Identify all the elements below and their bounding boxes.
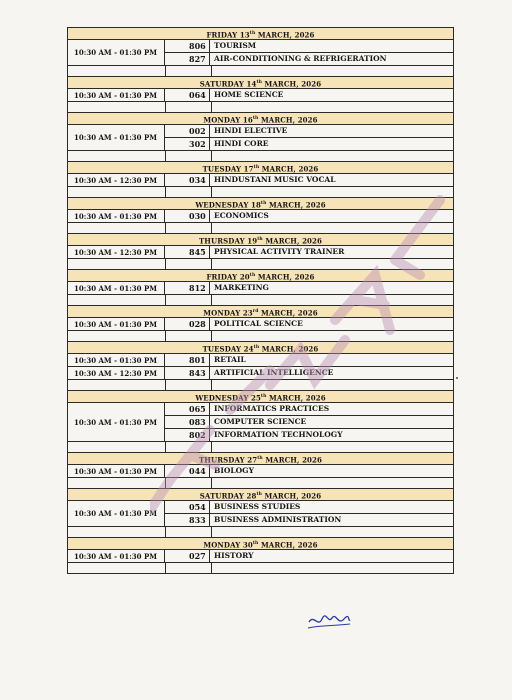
spacer-row — [68, 259, 453, 270]
subject-code: 044 — [165, 465, 210, 477]
subject-code: 083 — [165, 416, 210, 428]
exam-time: 10:30 AM - 01:30 PM — [68, 501, 165, 526]
time-group — [68, 550, 453, 563]
day-header — [68, 198, 453, 210]
subject-code: 827 — [165, 53, 210, 65]
table-row — [165, 550, 453, 562]
day-suffix: th — [252, 116, 259, 121]
day-label: MONDAY 16 — [203, 115, 253, 125]
subject-name: HINDI CORE — [214, 139, 269, 148]
day-label: SATURDAY 28 — [199, 491, 257, 501]
subject-code: 833 — [165, 514, 210, 526]
table-row — [165, 354, 453, 366]
table-row — [165, 89, 453, 101]
table-row — [165, 465, 453, 477]
day-label: MONDAY 23 — [203, 308, 253, 318]
subject-list — [165, 210, 453, 222]
month-year: MARCH, 2026 — [262, 491, 322, 501]
spacer-row — [68, 331, 453, 342]
day-header — [68, 234, 453, 246]
subject-code: 802 — [165, 429, 210, 441]
day-suffix: th — [257, 237, 263, 242]
subject-list — [165, 40, 453, 65]
day-suffix: th — [256, 80, 263, 85]
day-suffix: th — [260, 201, 267, 206]
subject-list — [165, 403, 453, 441]
day-suffix: th — [249, 273, 256, 278]
day-header — [68, 28, 453, 40]
spacer-row — [68, 380, 453, 391]
table-row — [165, 40, 453, 53]
subject-name: HINDI ELECTIVE — [214, 126, 288, 135]
spacer-row — [68, 478, 453, 489]
subject-list — [165, 354, 453, 366]
subject-name: PHYSICAL ACTIVITY TRAINER — [214, 247, 345, 256]
table-row — [165, 514, 453, 526]
subject-name: HISTORY — [214, 551, 254, 560]
subject-code: 801 — [165, 354, 210, 366]
subject-code: 002 — [165, 125, 210, 137]
spacer-row — [68, 102, 453, 113]
day-label: FRIDAY 20 — [206, 272, 250, 282]
datesheet-table — [67, 27, 454, 574]
spacer-row — [68, 295, 453, 306]
subject-list — [165, 367, 453, 379]
month-year: MARCH, 2026 — [262, 236, 322, 246]
day-header — [68, 342, 453, 354]
time-group — [68, 89, 453, 102]
subject-name: INFORMATICS PRACTICES — [214, 404, 330, 413]
time-group — [68, 246, 453, 259]
day-header — [68, 489, 453, 501]
month-year: MARCH, 2026 — [259, 164, 319, 174]
day-label: FRIDAY 13 — [206, 30, 250, 40]
month-year: MARCH, 2026 — [258, 540, 318, 550]
month-year: MARCH, 2026 — [259, 344, 319, 354]
time-group — [68, 40, 453, 66]
table-row — [165, 416, 453, 429]
time-group — [68, 465, 453, 478]
subject-code: 064 — [165, 89, 210, 101]
table-row — [165, 138, 453, 150]
subject-code: 030 — [165, 210, 210, 222]
subject-code: 034 — [165, 174, 210, 186]
subject-list — [165, 501, 453, 526]
day-header — [68, 538, 453, 550]
day-suffix: th — [256, 492, 263, 497]
subject-code: 028 — [165, 318, 210, 330]
subject-name: BUSINESS ADMINISTRATION — [214, 515, 342, 524]
subject-code: 027 — [165, 550, 210, 562]
day-header — [68, 270, 453, 282]
day-header — [68, 113, 453, 125]
subject-name: ECONOMICS — [214, 211, 269, 220]
time-group — [68, 354, 453, 367]
subject-name: ARTIFICIAL INTELLIGENCE — [214, 368, 334, 377]
spacer-row — [68, 151, 453, 162]
day-label: THURSDAY 27 — [199, 455, 258, 465]
exam-time: 10:30 AM - 01:30 PM — [68, 354, 165, 366]
subject-code: 812 — [165, 282, 210, 294]
day-suffix: th — [257, 456, 263, 461]
month-year: MARCH, 2026 — [258, 308, 318, 318]
exam-time: 10:30 AM - 01:30 PM — [68, 282, 165, 294]
subject-list — [165, 246, 453, 258]
day-header — [68, 162, 453, 174]
day-header — [68, 453, 453, 465]
day-header — [68, 306, 453, 318]
subject-name: TOURISM — [214, 41, 257, 50]
subject-name: HOME SCIENCE — [214, 90, 284, 99]
day-label: THURSDAY 19 — [199, 236, 258, 246]
table-row — [165, 318, 453, 330]
month-year: MARCH, 2026 — [255, 30, 315, 40]
subject-name: BUSINESS STUDIES — [214, 502, 301, 511]
spacer-row — [68, 187, 453, 198]
time-group — [68, 501, 453, 527]
subject-name: RETAIL — [214, 355, 246, 364]
table-row — [165, 174, 453, 186]
table-row — [165, 429, 453, 441]
subject-list — [165, 550, 453, 562]
day-suffix: th — [253, 165, 260, 170]
subject-name: INFORMATION TECHNOLOGY — [214, 430, 343, 439]
time-group — [68, 282, 453, 295]
subject-name: MARKETING — [214, 283, 269, 292]
subject-name: BIOLOGY — [214, 466, 254, 475]
exam-time: 10:30 AM - 01:30 PM — [68, 550, 165, 562]
time-group — [68, 318, 453, 331]
day-suffix: th — [252, 541, 259, 546]
day-label: WEDNESDAY 18 — [195, 200, 261, 210]
table-row — [165, 403, 453, 416]
exam-time: 10:30 AM - 01:30 PM — [68, 89, 165, 101]
table-row — [165, 125, 453, 138]
table-row — [165, 501, 453, 514]
time-group — [68, 367, 453, 380]
table-row — [165, 210, 453, 222]
day-label: TUESDAY 24 — [202, 344, 254, 354]
exam-time: 10:30 AM - 01:30 PM — [68, 403, 165, 441]
exam-time: 10:30 AM - 01:30 PM — [68, 318, 165, 330]
day-header — [68, 391, 453, 403]
day-suffix: th — [249, 31, 256, 36]
spacer-row — [68, 442, 453, 453]
month-year: MARCH, 2026 — [262, 79, 322, 89]
day-label: TUESDAY 17 — [202, 164, 254, 174]
day-label: MONDAY 30 — [203, 540, 253, 550]
subject-code: 065 — [165, 403, 210, 415]
subject-name: COMPUTER SCIENCE — [214, 417, 307, 426]
exam-time: 10:30 AM - 01:30 PM — [68, 40, 165, 65]
day-header — [68, 77, 453, 89]
speck — [456, 377, 458, 379]
table-row — [165, 53, 453, 65]
day-suffix: th — [260, 394, 267, 399]
subject-list — [165, 174, 453, 186]
subject-list — [165, 318, 453, 330]
day-suffix: th — [253, 345, 260, 350]
time-group — [68, 174, 453, 187]
subject-code: 054 — [165, 501, 210, 513]
exam-time: 10:30 AM - 01:30 PM — [68, 125, 165, 150]
day-label: SATURDAY 14 — [199, 79, 257, 89]
day-suffix: rd — [252, 309, 259, 314]
spacer-row — [68, 66, 453, 77]
time-group — [68, 403, 453, 442]
subject-code: 806 — [165, 40, 210, 52]
subject-name: HINDUSTANI MUSIC VOCAL — [214, 175, 336, 184]
subject-code: 302 — [165, 138, 210, 150]
time-group — [68, 210, 453, 223]
month-year: MARCH, 2026 — [262, 455, 322, 465]
exam-time: 10:30 AM - 01:30 PM — [68, 465, 165, 477]
table-row — [165, 367, 453, 379]
table-row — [165, 246, 453, 258]
spacer-row — [68, 527, 453, 538]
exam-time: 10:30 AM - 01:30 PM — [68, 210, 165, 222]
exam-time: 10:30 AM - 12:30 PM — [68, 367, 165, 379]
subject-code: 843 — [165, 367, 210, 379]
exam-time: 10:30 AM - 12:30 PM — [68, 246, 165, 258]
table-row — [165, 282, 453, 294]
signature — [306, 610, 352, 632]
spacer-row — [68, 563, 453, 574]
day-label: WEDNESDAY 25 — [195, 393, 261, 403]
month-year: MARCH, 2026 — [258, 115, 318, 125]
month-year: MARCH, 2026 — [266, 200, 326, 210]
subject-name: POLITICAL SCIENCE — [214, 319, 303, 328]
exam-time: 10:30 AM - 12:30 PM — [68, 174, 165, 186]
subject-list — [165, 89, 453, 101]
time-group — [68, 125, 453, 151]
month-year: MARCH, 2026 — [266, 393, 326, 403]
subject-list — [165, 465, 453, 477]
subject-list — [165, 282, 453, 294]
subject-code: 845 — [165, 246, 210, 258]
subject-name: AIR-CONDITIONING & REFRIGERATION — [214, 54, 387, 63]
subject-list — [165, 125, 453, 150]
spacer-row — [68, 223, 453, 234]
month-year: MARCH, 2026 — [255, 272, 315, 282]
